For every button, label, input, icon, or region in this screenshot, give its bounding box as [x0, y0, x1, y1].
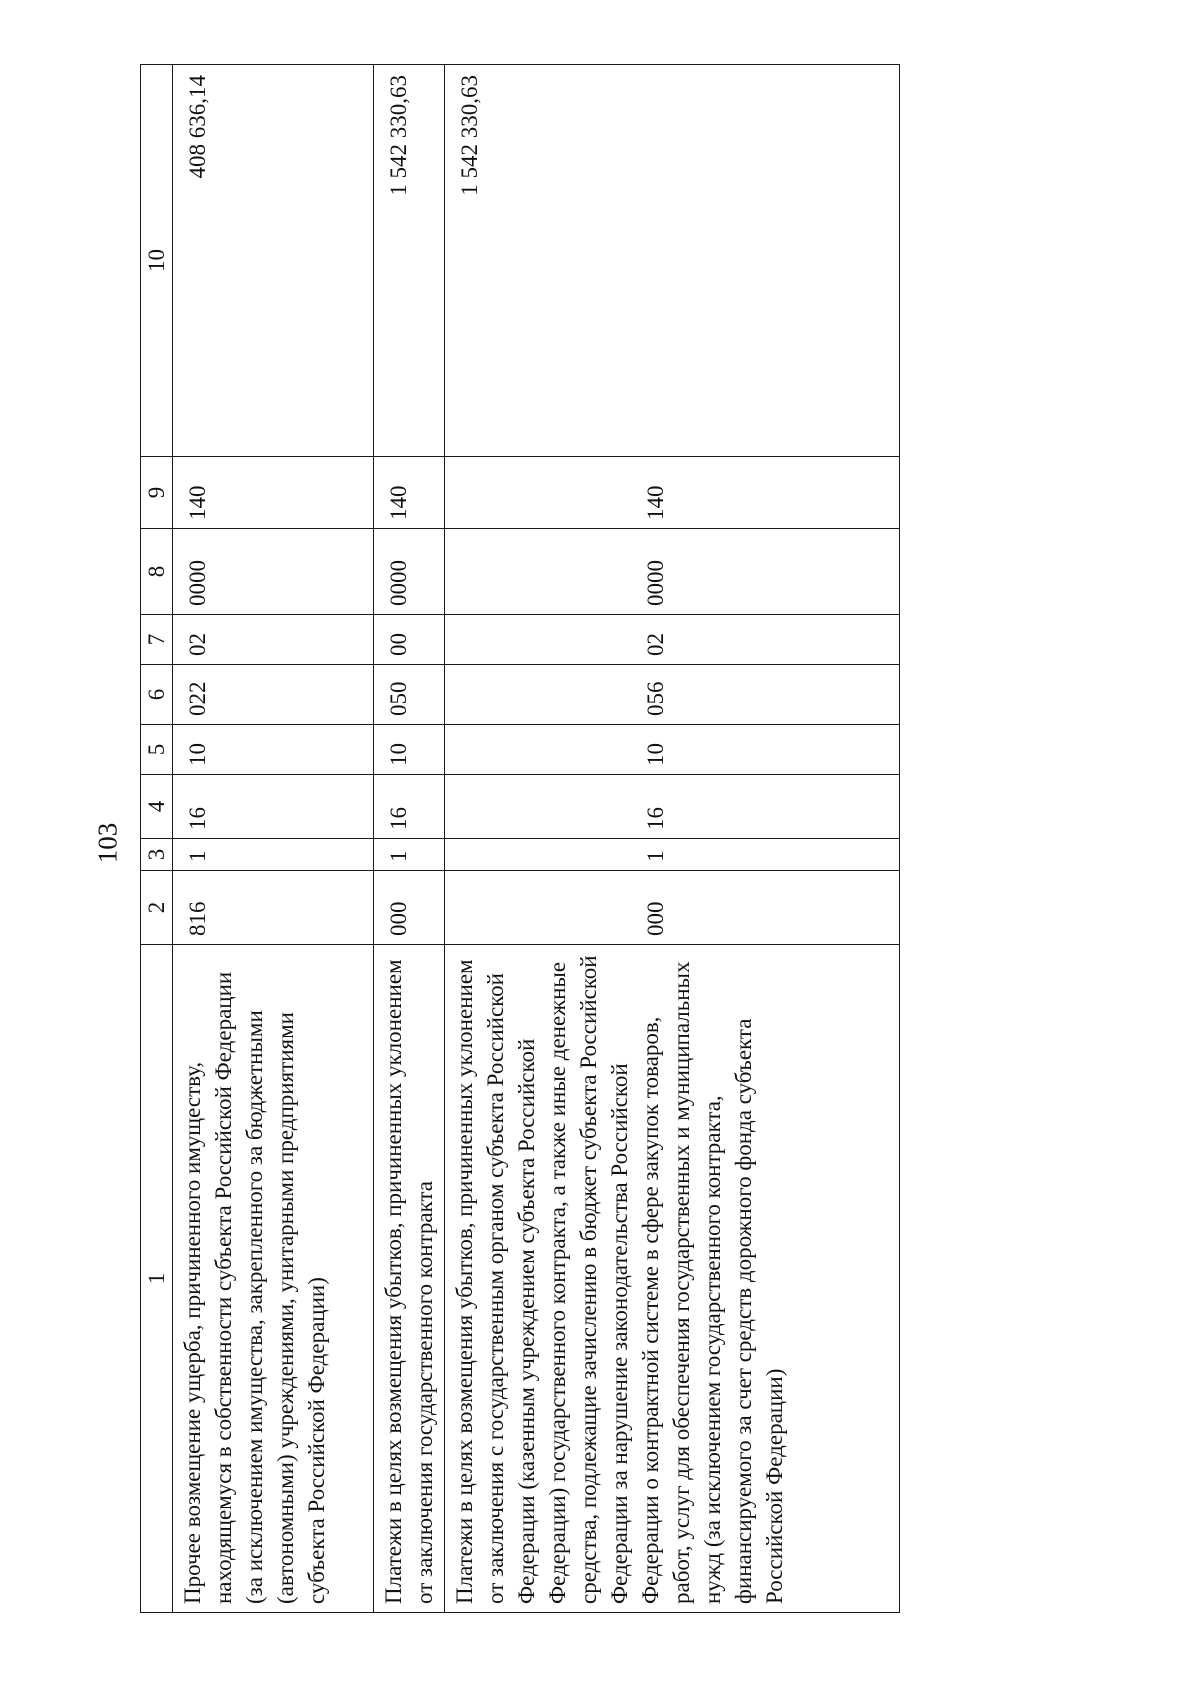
code-cell: 1: [445, 839, 900, 871]
page-number: 103: [92, 822, 123, 864]
header-cell: 2: [141, 871, 173, 945]
code-cell: 056: [445, 665, 900, 725]
description-cell: Платежи в целях возмещения убытков, причиненных уклонением от заключения с государственным органом субъекта Российской Федерации (казенным учреждением субъекта Российской Федерации) государственного контракта, а также иные денежные средства, подлежащие зачислению в бюджет субъекта Российской Федерации за нарушение законодательства Российской Федерации о контрактной системе в сфере закупок товаров, работ, услуг для обеспечения государственных и муниципальных нужд (за исключением государственного контракта, финансируемого за счет средств дорожного фонда субъекта Российской Федерации): [445, 945, 900, 1613]
header-cell: 7: [141, 615, 173, 665]
header-cell: 5: [141, 725, 173, 775]
table-row: [374, 65, 445, 1613]
header-cell: 8: [141, 529, 173, 615]
code-cell: 1: [173, 839, 374, 871]
amount-cell: 1 542 330,63: [374, 65, 445, 457]
header-cell: 3: [141, 839, 173, 871]
header-cell: 6: [141, 665, 173, 725]
code-cell: 16: [374, 775, 445, 839]
budget-table-container: [140, 65, 900, 1613]
code-cell: 00: [374, 615, 445, 665]
header-cell: 10: [141, 65, 173, 457]
budget-codes-table: [140, 64, 900, 1613]
code-cell: 02: [445, 615, 900, 665]
code-cell: 000: [445, 871, 900, 945]
code-cell: 022: [173, 665, 374, 725]
code-cell: 140: [374, 457, 445, 529]
code-cell: 140: [173, 457, 374, 529]
code-cell: 140: [445, 457, 900, 529]
code-cell: 16: [445, 775, 900, 839]
header-cell: 1: [141, 945, 173, 1613]
code-cell: 816: [173, 871, 374, 945]
description-cell: Прочее возмещение ущерба, причиненного имуществу, находящемуся в собственности субъекта Российской Федерации (за исключением имущества, закрепленного за бюджетными (автономными) учреждениями, унитарными предприятиями субъекта Российской Федерации): [173, 945, 374, 1613]
header-cell: 9: [141, 457, 173, 529]
description-cell: Платежи в целях возмещения убытков, причиненных уклонением от заключения государственного контракта: [374, 945, 445, 1613]
code-cell: 0000: [445, 529, 900, 615]
code-cell: 0000: [374, 529, 445, 615]
table-row: [445, 65, 900, 1613]
code-cell: 16: [173, 775, 374, 839]
amount-cell: 408 636,14: [173, 65, 374, 457]
code-cell: 02: [173, 615, 374, 665]
header-cell: 4: [141, 775, 173, 839]
code-cell: 050: [374, 665, 445, 725]
code-cell: 10: [173, 725, 374, 775]
code-cell: 000: [374, 871, 445, 945]
code-cell: 10: [374, 725, 445, 775]
code-cell: 1: [374, 839, 445, 871]
code-cell: 10: [445, 725, 900, 775]
rotated-table: [140, 65, 900, 1613]
code-cell: 0000: [173, 529, 374, 615]
amount-cell: 1 542 330,63: [445, 65, 900, 457]
table-header-row: [141, 65, 173, 1613]
table-row: [173, 65, 374, 1613]
